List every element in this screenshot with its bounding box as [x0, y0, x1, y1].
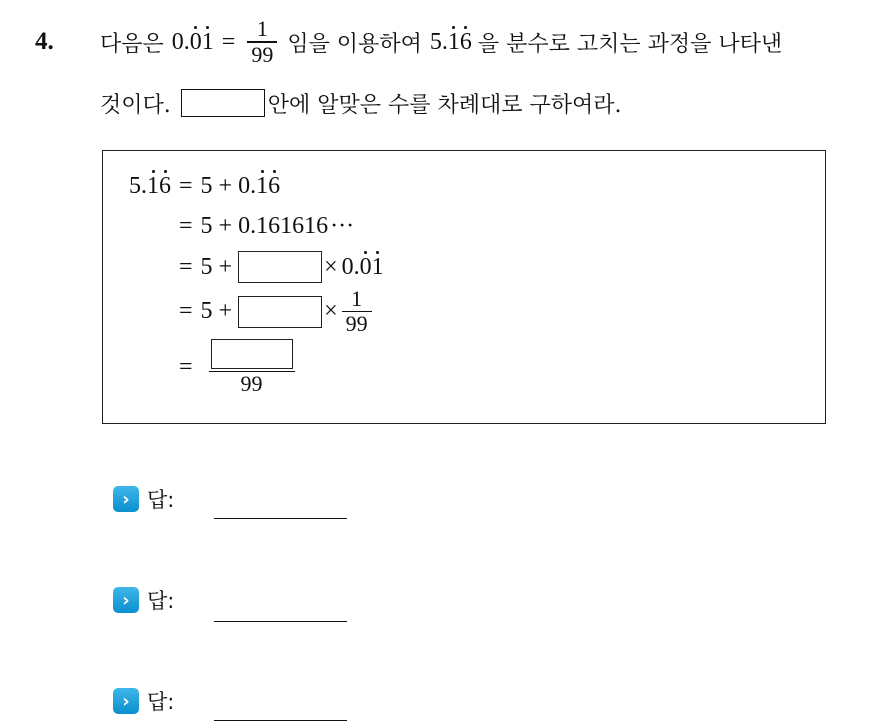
question-line2-after: 안에 알맞은 수를 차례대로 구하여라. — [267, 92, 622, 118]
blank-box-3 — [211, 339, 293, 369]
repeating-decimal-5-16: 5.16 — [429, 28, 472, 55]
answer-label: 답: — [147, 589, 175, 613]
answer-row-1 — [113, 484, 174, 514]
blank-box-2 — [238, 296, 322, 328]
question-text-before: 다음은 — [100, 31, 164, 57]
solution-row-3: = 5 + × 0. 0 1 — [179, 251, 384, 283]
repeat-digit: 1 — [147, 173, 159, 199]
solution-row-2: = 5 + 0.161616 ··· — [179, 213, 355, 239]
fraction-blank-over-99: 99 — [209, 339, 295, 396]
question-line-1 — [100, 12, 782, 72]
solution-row-4: = 5 + × $\frac{1}{99}$ — [179, 287, 376, 336]
repeating-decimal-0-01: 0.01 — [171, 28, 214, 55]
solution-panel — [102, 150, 826, 424]
fraction-1-over-99: $\frac{1}{99}$ — [342, 287, 372, 336]
chevron-right-icon: › — [113, 486, 139, 512]
solution-row-1: 5. 1 6 = 5 + 0. 1 6 — [129, 173, 281, 199]
repeat-digit: 0 — [189, 28, 202, 55]
blank-box-example — [181, 89, 265, 117]
question-text-after: 을 분수로 고치는 과정을 나타낸 — [477, 31, 783, 57]
answer-row-3 — [113, 686, 174, 716]
repeat-digit: 0 — [359, 253, 372, 280]
chevron-right-icon: › — [113, 587, 139, 613]
answer-line-2[interactable] — [214, 621, 347, 622]
repeat-digit: 1 — [447, 28, 460, 55]
blank-box-1 — [238, 251, 322, 283]
repeat-digit: 6 — [268, 173, 281, 199]
answer-line-1[interactable] — [214, 518, 347, 519]
answer-label: 답: — [147, 690, 175, 714]
fraction-1-over-99: $\frac{1}{99}$ — [247, 17, 277, 66]
repeat-digit: 1 — [201, 28, 214, 55]
solution-row-5: = 99 — [179, 339, 299, 396]
question-line2-before: 것이다. — [100, 92, 171, 118]
chevron-right-icon: › — [113, 688, 139, 714]
repeat-digit: 1 — [371, 253, 384, 280]
repeat-digit: 6 — [459, 28, 472, 55]
equals-sign: = — [221, 28, 236, 55]
repeat-digit: 6 — [159, 173, 171, 199]
question-line-2 — [100, 86, 622, 120]
answer-line-3[interactable] — [214, 720, 347, 721]
answer-label: 답: — [147, 488, 175, 512]
question-text-middle: 임을 이용하여 — [287, 31, 422, 57]
answer-row-2 — [113, 585, 174, 615]
question-number: 4. — [35, 28, 54, 55]
repeat-digit: 1 — [256, 173, 269, 199]
